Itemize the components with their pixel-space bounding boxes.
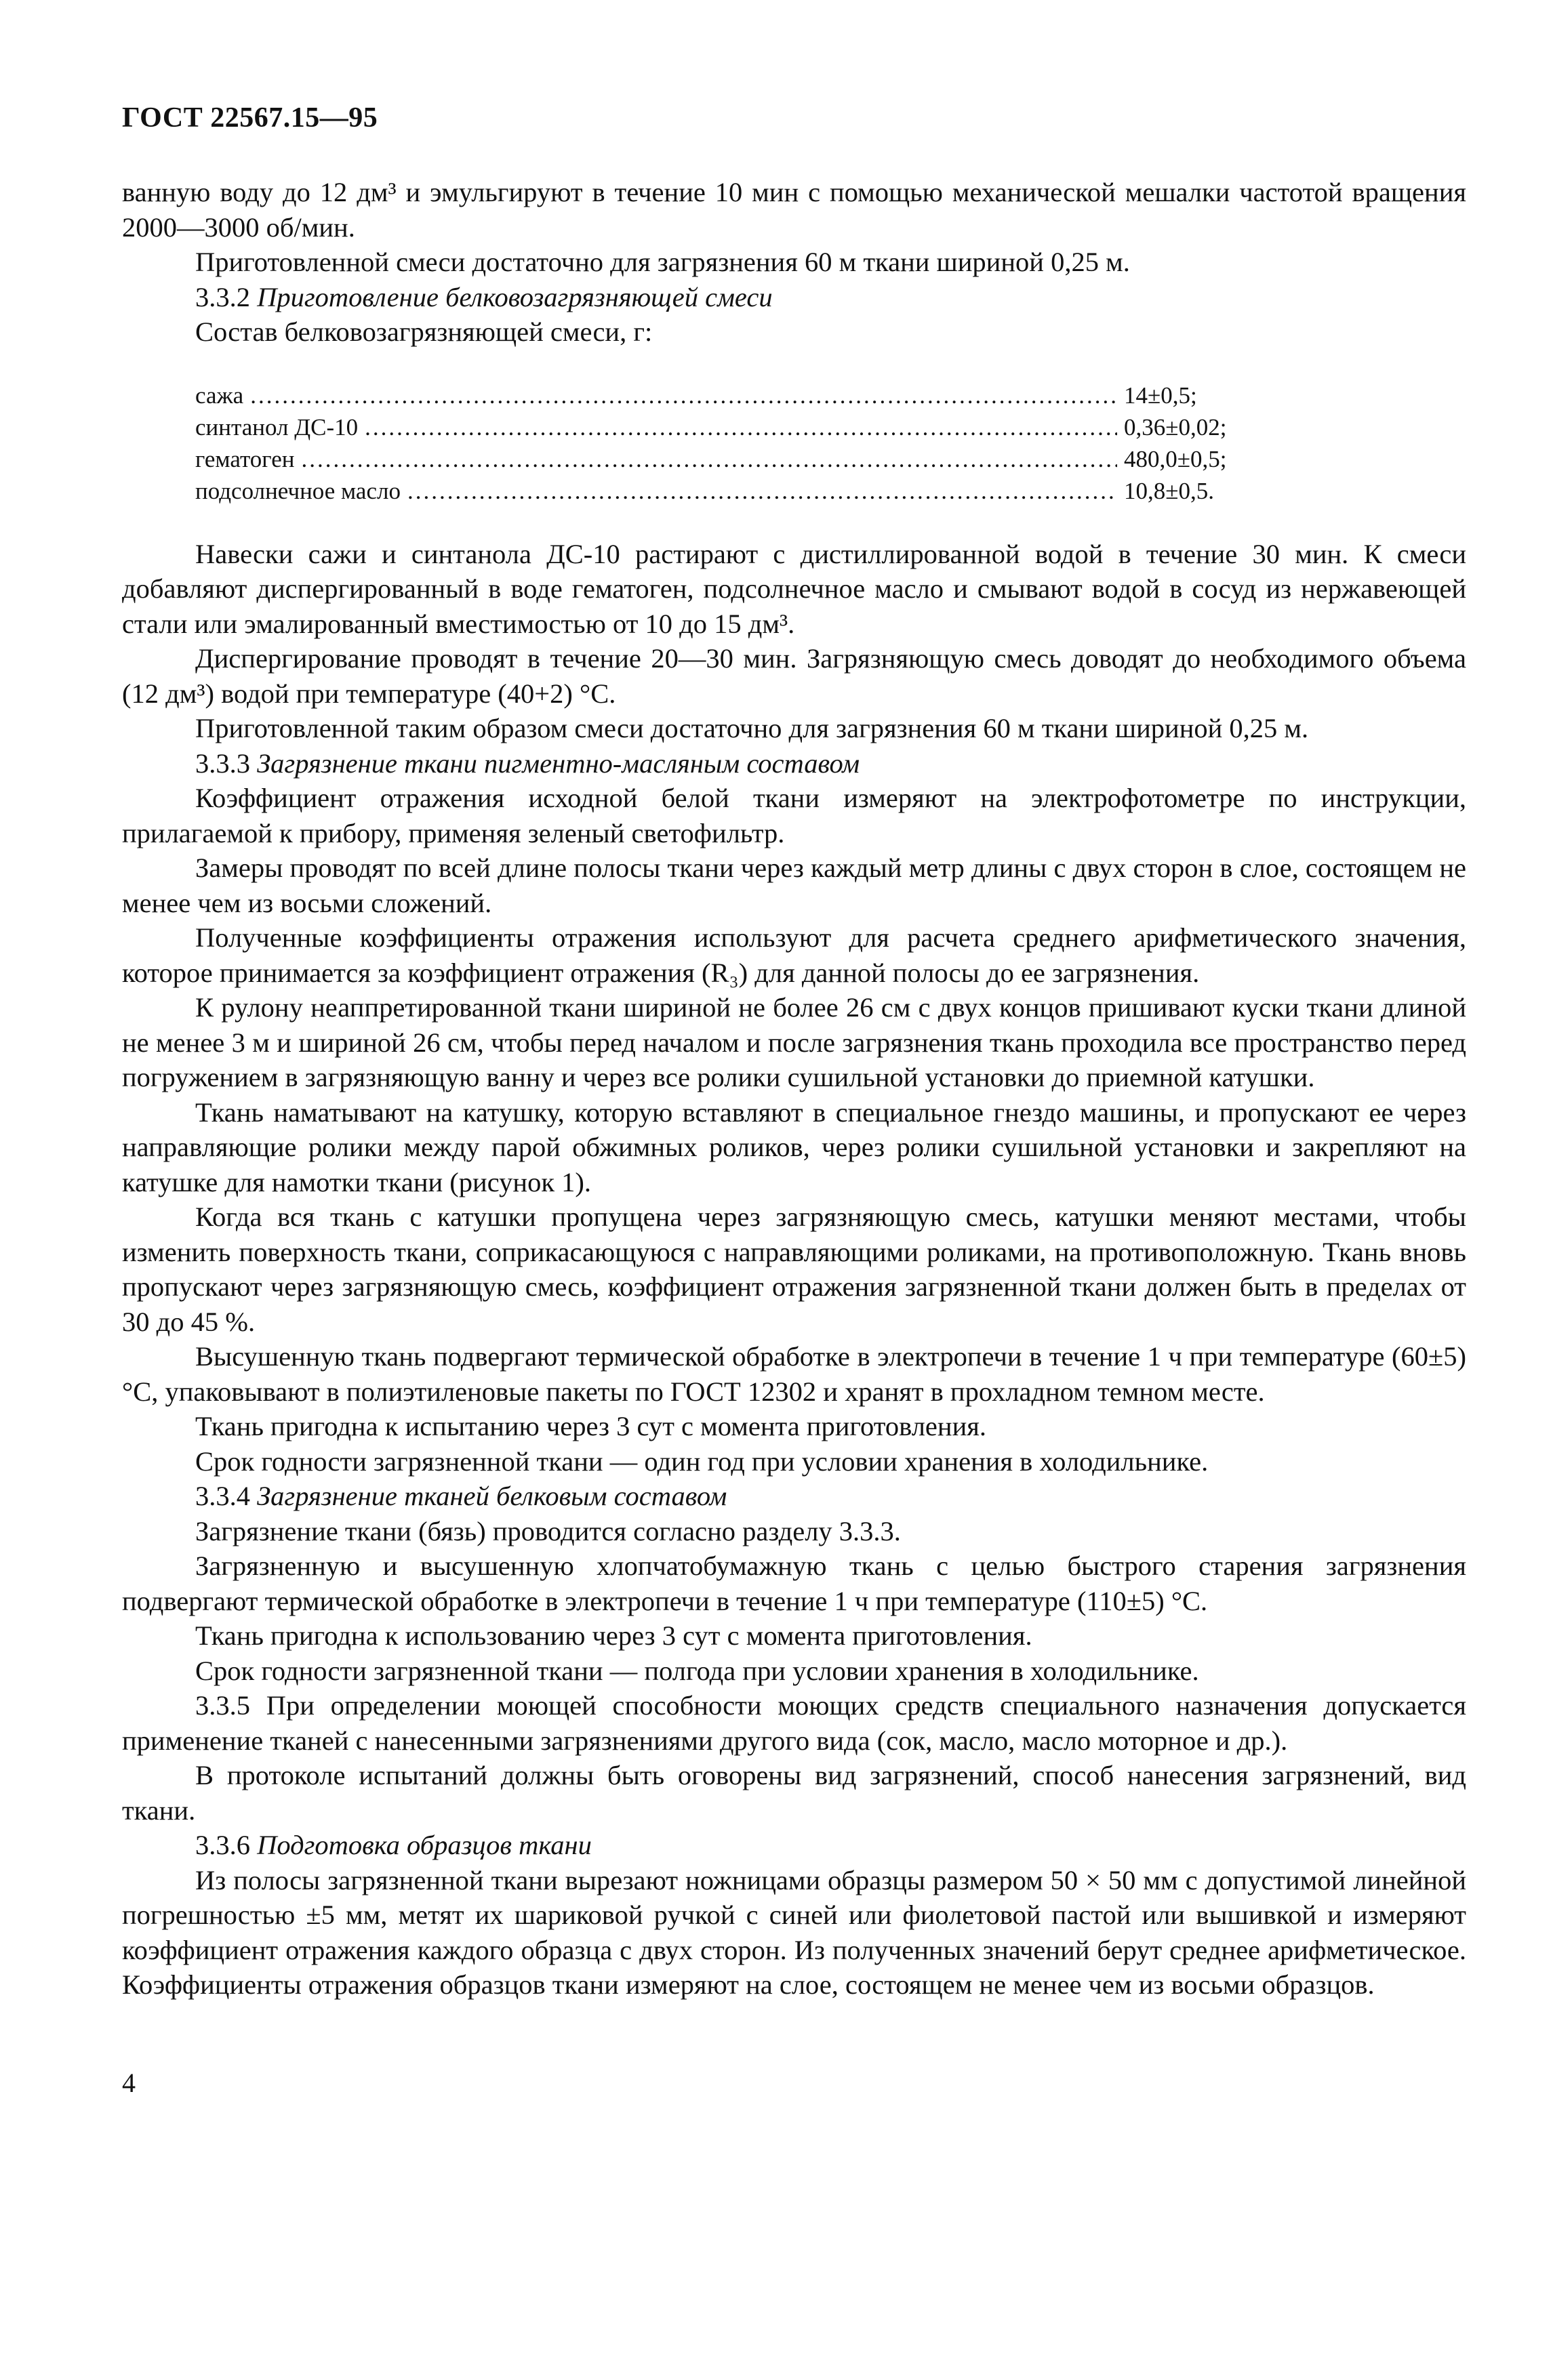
section-heading — [122, 1479, 1466, 1514]
section-title: Загрязнение тканей белковым составом — [257, 1481, 727, 1511]
paragraph: 3.3.5 При определении моющей способности моющих средств специального назначения допускается применение тканей с нанесенными загрязнениями другого вида (сок, масло, масло моторное и др.). — [122, 1690, 1466, 1756]
section-number: 3.3.6 — [195, 1830, 250, 1860]
section-title: Подготовка образцов ткани — [257, 1830, 592, 1860]
paragraph: Когда вся ткань с катушки пропущена через загрязняющую смесь, катушки меняют местами, чтобы изменить поверхность ткани, соприкасающуюся с направляющими роликами, на противоположную. Ткань вновь пропускают через загрязняющую смесь, коэффициент отражения загрязненной ткани должен быть в пределах от 30 до 45 %. — [122, 1202, 1466, 1337]
leader-dots — [407, 475, 1117, 507]
document-body — [122, 175, 1466, 2003]
paragraph: Замеры проводят по всей длине полосы ткани через каждый метр длины с двух сторон в слое, состоящем не менее чем из восьми сложений. — [122, 853, 1466, 918]
composition-label: сажа — [195, 382, 244, 409]
paragraph: В протоколе испытаний должны быть оговорены вид загрязнений, способ нанесения загрязнений, вид ткани. — [122, 1760, 1466, 1826]
composition-row — [195, 443, 1266, 475]
paragraph: Приготовленной смеси достаточно для загрязнения 60 м ткани шириной 0,25 м. — [195, 247, 1130, 277]
composition-label: синтанол ДС-10 — [195, 413, 359, 440]
paragraph: Ткань пригодна к использованию через 3 сут с момента приготовления. — [195, 1620, 1032, 1651]
paragraph: Приготовленной таким образом смеси достаточно для загрязнения 60 м ткани шириной 0,25 м. — [195, 713, 1309, 743]
section-number: 3.3.4 — [195, 1481, 250, 1511]
standard-header: ГОСТ 22567.15—95 — [122, 102, 378, 134]
composition-label: гематоген — [195, 445, 295, 472]
paragraph: Полученные коэффициенты отражения используют для расчета среднего арифметического значения, которое принимается за коэффициент отражения (R₃) для данной полосы до ее загрязнения. — [122, 922, 1466, 988]
composition-value: 10,8±0,5. — [1124, 477, 1214, 504]
composition-value: 14±0,5; — [1124, 382, 1197, 409]
paragraph: Ткань пригодна к испытанию через 3 сут с момента приготовления. — [195, 1411, 987, 1441]
section-number: 3.3.3 — [195, 747, 250, 779]
section-heading — [122, 746, 1466, 781]
paragraph: Состав белковозагрязняющей смеси, г: — [195, 316, 653, 347]
paragraph: Ткань наматывают на катушку, которую вставляют в специальное гнездо машины, и пропускают ее через направляющие ролики между парой обжимных роликов, через ролики сушильной установки и закрепляют на катушке для намотки ткани (рисунок 1). — [122, 1096, 1466, 1197]
leader-dots — [250, 379, 1117, 411]
paragraph: Высушенную ткань подвергают термической обработке в электропечи в течение 1 ч при температуре (60±5) °С, упаковывают в полиэтиленовые пакеты по ГОСТ 12302 и хранят в прохладном темном месте. — [122, 1341, 1466, 1407]
section-heading — [122, 1828, 1466, 1863]
paragraph: Из полосы загрязненной ткани вырезают ножницами образцы размером 50 × 50 мм с допустимой линейной погрешностью ±5 мм, метят их шариковой ручкой с синей или фиолетовой пастой или вышивкой и измеряют коэффициент отражения каждого образца с двух сторон. Из полученных значений берут среднее арифметическое. Коэффициенты отражения образцов ткани измеряют на слое, состоящем не менее чем из восьми образцов. — [122, 1864, 1466, 2000]
page-number: 4 — [122, 2068, 136, 2098]
paragraph: ванную воду до 12 дм³ и эмульгируют в течение 10 мин с помощью механической мешалки частотой вращения 2000—3000 об/мин. — [122, 177, 1466, 243]
section-heading — [122, 280, 1466, 315]
composition-row — [195, 411, 1266, 443]
section-title: Загрязнение ткани пигментно-масляным составом — [257, 747, 860, 779]
composition-label: подсолнечное масло — [195, 477, 401, 504]
paragraph: Диспергирование проводят в течение 20—30 мин. Загрязняющую смесь доводят до необходимого объема (12 дм³) водой при температуре (40+2) °С. — [122, 643, 1466, 709]
section-title: Приготовление белковозагрязняющей смеси — [257, 281, 773, 312]
composition-row — [195, 475, 1266, 507]
composition-row — [195, 379, 1266, 411]
paragraph: К рулону неаппретированной ткани шириной не более 26 см с двух концов пришивают куски ткани длиной не менее 3 м и шириной 26 см, чтобы перед началом и после загрязнения ткань проходила все пространство перед погружением в загрязняющую ванну и через все ролики сушильной установки до приемной катушки. — [122, 992, 1466, 1092]
leader-dots — [365, 411, 1117, 443]
paragraph: Навески сажи и синтанола ДС-10 растирают с дистиллированной водой в течение 30 мин. К смеси добавляют диспергированный в воде гематоген, подсолнечное масло и смывают водой в сосуд из нержавеющей стали или эмалированный вместимостью от 10 до 15 дм³. — [122, 538, 1466, 639]
composition-value: 480,0±0,5; — [1124, 445, 1227, 472]
paragraph: Срок годности загрязненной ткани — полгода при условии хранения в холодильнике. — [195, 1655, 1199, 1686]
leader-dots — [301, 443, 1117, 475]
composition-list — [195, 379, 1266, 507]
composition-value: 0,36±0,02; — [1124, 413, 1227, 440]
paragraph: Коэффициент отражения исходной белой ткани измеряют на электрофотометре по инструкции, прилагаемой к прибору, применяя зеленый светофильтр. — [122, 783, 1466, 848]
section-number: 3.3.2 — [195, 281, 250, 312]
paragraph: Загрязненную и высушенную хлопчатобумажную ткань с целью быстрого старения загрязнения подвергают термической обработке в электропечи в течение 1 ч при температуре (110±5) °С. — [122, 1551, 1466, 1616]
paragraph: Загрязнение ткани (бязь) проводится согласно разделу 3.3.3. — [195, 1515, 901, 1546]
paragraph: Срок годности загрязненной ткани — один год при условии хранения в холодильнике. — [195, 1445, 1209, 1477]
